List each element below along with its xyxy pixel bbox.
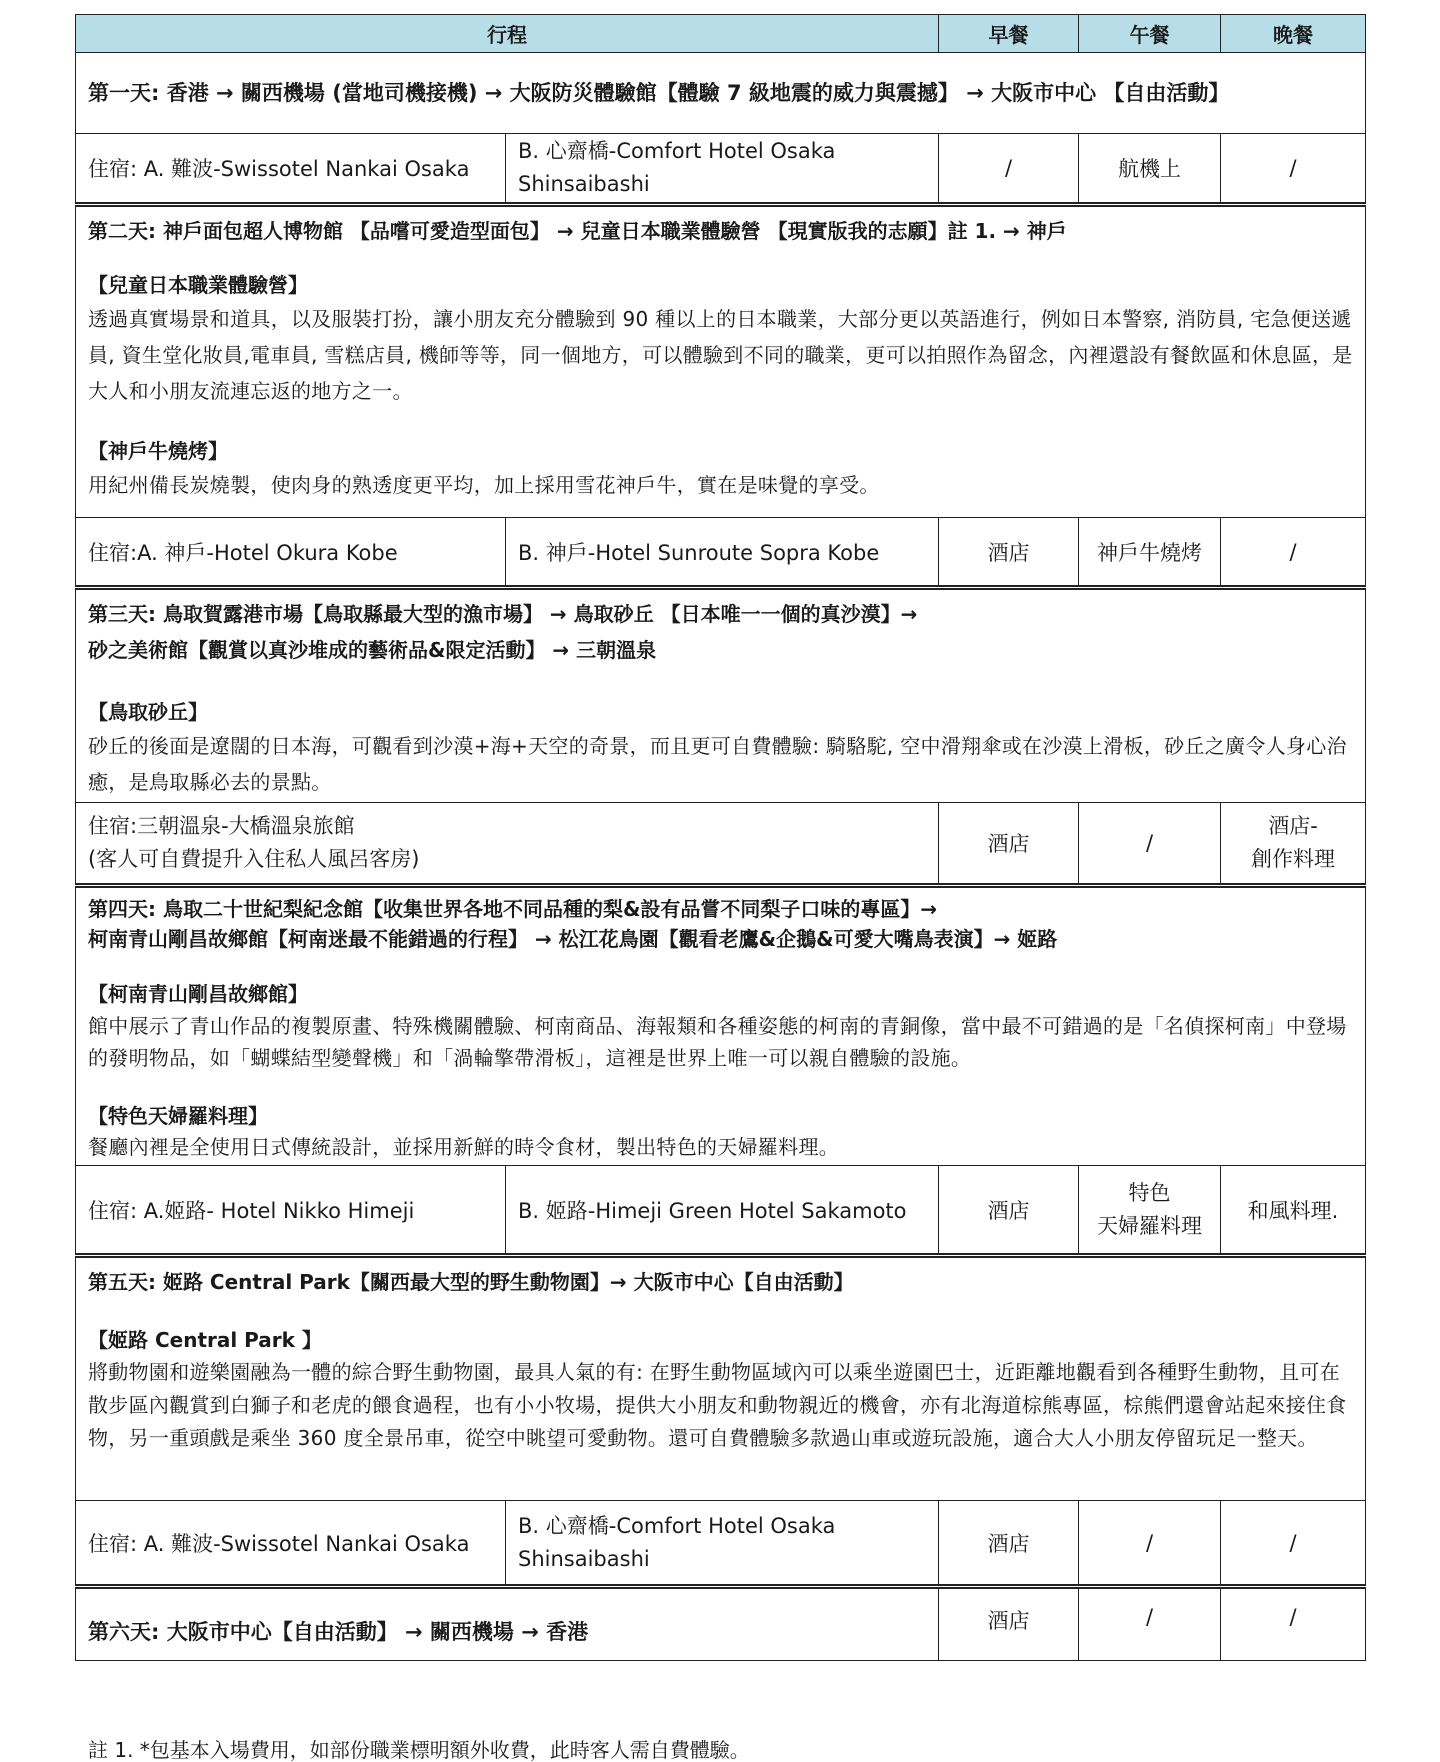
- day4-hotel-row: [76, 1166, 1366, 1256]
- header-dinner: 晚餐: [1221, 15, 1366, 53]
- day1-dinner: /: [1221, 134, 1366, 205]
- day3-dinner-line1: 酒店-: [1268, 814, 1318, 838]
- day4-text-1: 館中展示了青山作品的複製原畫、特殊機關體驗、柯南商品、海報類和各種姿態的柯南的青銅像，當中最不可錯過的是「名偵探柯南」中登場的發明物品，如「蝴蝶結型變聲機」和「渦輪擎帶滑板」，這裡是世界上唯一可以親自體驗的設施。: [88, 1014, 1347, 1070]
- day2-breakfast: 酒店: [939, 518, 1079, 588]
- day1-hotel-b: [506, 134, 939, 205]
- day3-heading-1: 【鳥取砂丘】: [88, 700, 208, 724]
- day4-lunch-line1: 特色: [1128, 1180, 1171, 1205]
- footnote: 註 1. *包基本入場費用，如部份職業標明額外收費，此時客人需自費體驗。: [88, 1738, 750, 1762]
- day4-heading-1: 【柯南青山剛昌故鄉館】: [88, 982, 308, 1006]
- day5-text-1: 將動物園和遊樂園融為一體的綜合野生動物園，最具人氣的有: 在野生動物區域內可以乘坐遊園巴士，近距離地觀看到各種野生動物，且可在散步區內觀賞到白獅子和老虎的餵食過程，也有小小牧場，提供大小朋友和動物親近的機會，亦有北海道棕熊專區，棕熊們還會站起來接住食物，另一重頭戲是乘坐 360 度全景吊車，從空中眺望可愛動物。還可自費體驗多款過山車或遊玩設施，適合大人小朋友停留玩足一整天。: [88, 1360, 1347, 1450]
- day1-title-row: [76, 53, 1366, 134]
- day2-lunch: 神戶牛燒烤: [1079, 518, 1221, 588]
- header-breakfast: 早餐: [939, 15, 1079, 53]
- itinerary-table: [75, 14, 1366, 1661]
- day3-hotel-line1: 住宿:三朝溫泉-大橋溫泉旅館: [88, 814, 355, 838]
- day1-hotel-row: [76, 134, 1366, 205]
- day5-detail-row: [76, 1256, 1366, 1501]
- day3-text-1: 砂丘的後面是遼闊的日本海，可觀看到沙漠+海+天空的奇景，而且更可自費體驗: 騎駱駝, 空中滑翔傘或在沙漠上滑板，砂丘之廣令人身心治癒，是鳥取縣必去的景點。: [88, 734, 1347, 794]
- day2-detail: [76, 205, 1366, 518]
- day1-lunch: 航機上: [1079, 134, 1221, 205]
- day5-hotel-b: [506, 1501, 939, 1587]
- day4-title-line2: 柯南青山剛昌故鄉館【柯南迷最不能錯過的行程】 → 松江花鳥園【觀看老鷹&企鵝&可愛大嘴鳥表演】→ 姬路: [88, 927, 1058, 951]
- day4-hotel-b: B. 姬路-Himeji Green Hotel Sakamoto: [506, 1166, 939, 1256]
- day1-hotel-b-line1: B. 心齋橋-Comfort Hotel Osaka: [518, 139, 836, 163]
- day4-lunch-line2: 天婦羅料理: [1097, 1213, 1202, 1238]
- day5-lunch: /: [1079, 1501, 1221, 1587]
- day4-heading-2: 【特色天婦羅料理】: [88, 1104, 268, 1128]
- day2-hotel-row: [76, 518, 1366, 588]
- day5-hotel-row: [76, 1501, 1366, 1587]
- day2-detail-row: [76, 205, 1366, 518]
- day5-dinner: /: [1221, 1501, 1366, 1587]
- day5-breakfast: 酒店: [939, 1501, 1079, 1587]
- day3-hotel-line2: (客人可自費提升入住私人風呂客房): [88, 847, 420, 871]
- day4-breakfast: 酒店: [939, 1166, 1079, 1256]
- header-lunch: 午餐: [1079, 15, 1221, 53]
- day3-title-line1: 第三天: 鳥取賀露港市場【鳥取縣最大型的漁市場】 → 鳥取砂丘 【日本唯一一個的真沙漠】→: [88, 602, 918, 626]
- day2-hotel-b: B. 神戶-Hotel Sunroute Sopra Kobe: [506, 518, 939, 588]
- day3-dinner: [1221, 803, 1366, 886]
- day3-detail: [76, 588, 1366, 803]
- day5-detail: [76, 1256, 1366, 1501]
- day3-title-line2: 砂之美術館【觀賞以真沙堆成的藝術品&限定活動】 → 三朝溫泉: [88, 638, 657, 662]
- day2-dinner: /: [1221, 518, 1366, 588]
- day6-breakfast: 酒店: [939, 1587, 1079, 1661]
- day1-hotel-a: 住宿: A. 難波-Swissotel Nankai Osaka: [76, 134, 506, 205]
- day3-breakfast: 酒店: [939, 803, 1079, 886]
- day4-text-2: 餐廳內裡是全使用日式傳統設計，並採用新鮮的時令食材，製出特色的天婦羅料理。: [88, 1135, 840, 1159]
- day6-lunch: /: [1079, 1587, 1221, 1661]
- day4-hotel-a: 住宿: A.姬路- Hotel Nikko Himeji: [76, 1166, 506, 1256]
- day5-title: 第五天: 姬路 Central Park【關西最大型的野生動物園】→ 大阪市中心【自由活動】: [88, 1270, 854, 1294]
- day4-title-line1: 第四天: 鳥取二十世紀梨紀念館【收集世界各地不同品種的梨&設有品嘗不同梨子口味的專區】→: [88, 897, 938, 921]
- day1-breakfast: /: [939, 134, 1079, 205]
- day4-lunch: [1079, 1166, 1221, 1256]
- day2-text-1: 透過真實場景和道具，以及服裝打扮，讓小朋友充分體驗到 90 種以上的日本職業，大部分更以英語進行，例如日本警察, 消防員, 宅急便送遞員, 資生堂化妝員,電車員, 雪糕店員, 機師等等，同一個地方，可以體驗到不同的職業，更可以拍照作為留念，內裡還設有餐飲區和休息區，是大人和小朋友流連忘返的地方之一。: [88, 307, 1353, 403]
- day2-heading-2: 【神戶牛燒烤】: [88, 439, 228, 463]
- day3-hotel: [76, 803, 939, 886]
- day5-hotel-b-line1: B. 心齋橋-Comfort Hotel Osaka: [518, 1513, 836, 1538]
- day5-heading-1: 【姬路 Central Park 】: [88, 1328, 322, 1352]
- day5-hotel-a: 住宿: A. 難波-Swissotel Nankai Osaka: [76, 1501, 506, 1587]
- day4-dinner: 和風料理.: [1221, 1166, 1366, 1256]
- day2-hotel-a: 住宿:A. 神戶-Hotel Okura Kobe: [76, 518, 506, 588]
- day2-text-2: 用紀州備長炭燒製，使肉身的熟透度更平均，加上採用雪花神戶牛，實在是味覺的享受。: [88, 473, 880, 497]
- day6-dinner: /: [1221, 1587, 1366, 1661]
- day5-hotel-b-line2: Shinsaibashi: [518, 1546, 650, 1571]
- day3-hotel-row: [76, 803, 1366, 886]
- day3-lunch: /: [1079, 803, 1221, 886]
- day2-title: 第二天: 神戶面包超人博物館 【品嚐可愛造型面包】 → 兒童日本職業體驗營 【現實版我的志願】註 1. → 神戶: [88, 219, 1067, 243]
- day4-detail: [76, 886, 1366, 1166]
- day6-row: [76, 1587, 1366, 1661]
- header-row: [76, 15, 1366, 53]
- day3-detail-row: [76, 588, 1366, 803]
- day3-dinner-line2: 創作料理: [1251, 847, 1335, 871]
- day1-title: 第一天: 香港 → 關西機場 (當地司機接機) → 大阪防災體驗館【體驗 7 級地震的威力與震撼】 → 大阪市中心 【自由活動】: [76, 53, 1366, 134]
- header-itinerary: 行程: [76, 15, 939, 53]
- day4-detail-row: [76, 886, 1366, 1166]
- day2-heading-1: 【兒童日本職業體驗營】: [88, 273, 308, 297]
- day1-hotel-b-line2: Shinsaibashi: [518, 172, 650, 196]
- day6-title: 第六天: 大阪市中心【自由活動】 → 關西機場 → 香港: [76, 1587, 939, 1661]
